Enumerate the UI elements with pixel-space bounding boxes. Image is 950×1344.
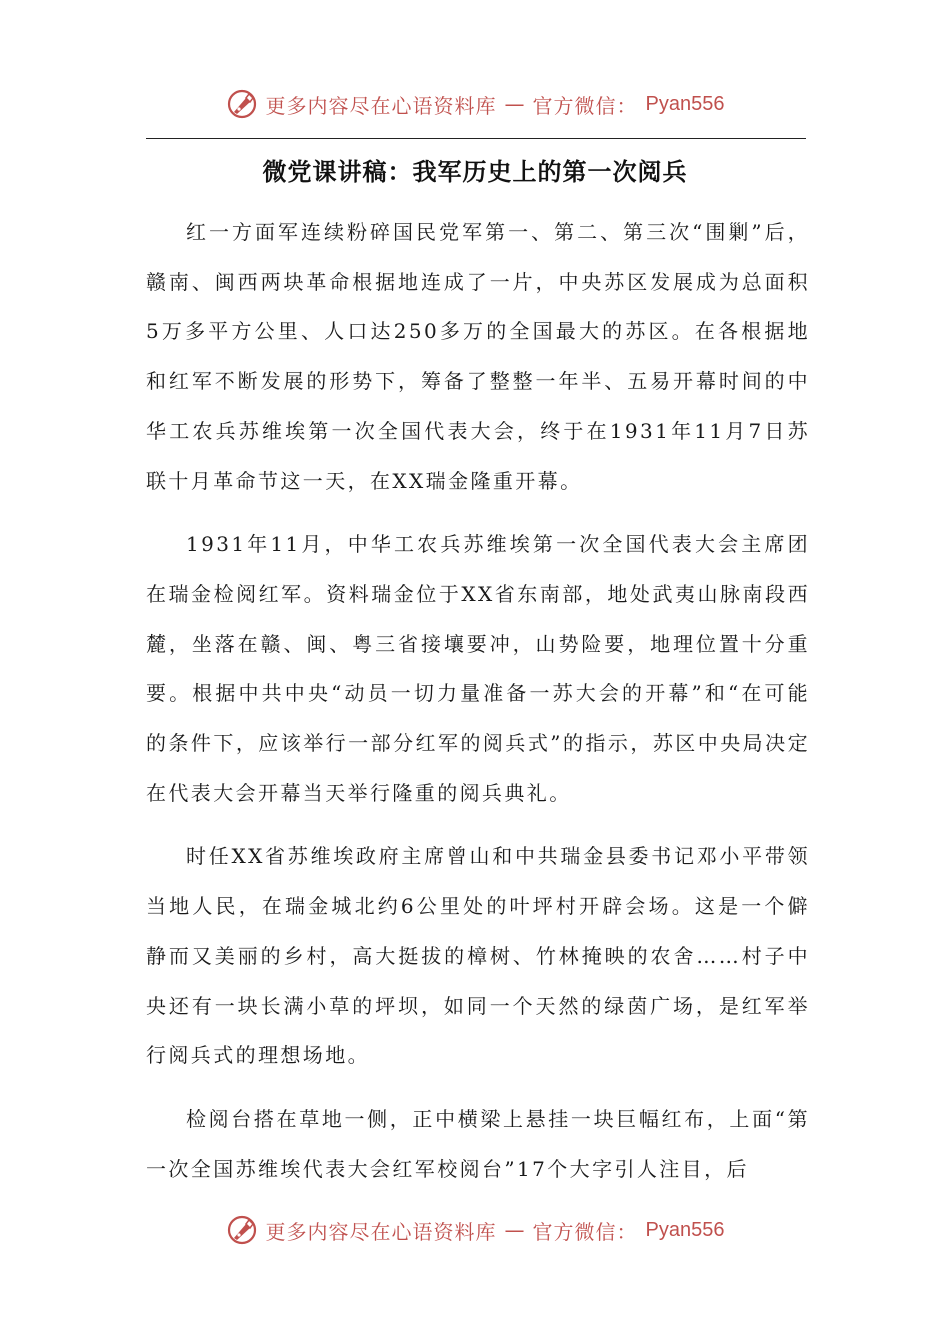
paragraph: 1931年11月，中华工农兵苏维埃第一次全国代表大会主席团在瑞金检阅红军。资料瑞金位于XX省东南部，地处武夷山脉南段西麓，坐落在赣、闽、粤三省接壤要冲，山势险要，地理位置十分重要。根据中共中央“动员一切力量准备一苏大会的开幕”和“在可能的条件下，应该举行一部分红军的阅兵式”的指示，苏区中央局决定在代表大会开幕当天举行隆重的阅兵典礼。 bbox=[146, 532, 810, 805]
pen-nib-circle-icon bbox=[226, 1214, 258, 1246]
watermark-label: 官方微信： bbox=[532, 1219, 638, 1244]
footer-watermark bbox=[0, 1210, 950, 1250]
paragraph: 检阅台搭在草地一侧，正中横梁上悬挂一块巨幅红布，上面“第一次全国苏维埃代表大会红军校阅台”17个大字引人注目，后 bbox=[146, 1106, 810, 1181]
watermark-account: Pyan556 bbox=[645, 92, 725, 115]
watermark-account: Pyan556 bbox=[645, 1218, 725, 1241]
watermark-site-name: 更多内容尽在心语资料库 bbox=[265, 93, 497, 118]
document-body bbox=[146, 208, 810, 1208]
watermark-site-name: 更多内容尽在心语资料库 bbox=[265, 1219, 497, 1244]
watermark-dash: — bbox=[504, 1218, 525, 1242]
paragraph: 红一方面军连续粉碎国民党军第一、第二、第三次“围剿”后，赣南、闽西两块革命根据地连成了一片，中央苏区发展成为总面积5万多平方公里、人口达250多万的全国最大的苏区。在各根据地和红军不断发展的形势下，筹备了整整一年半、五易开幕时间的中华工农兵苏维埃第一次全国代表大会，终于在1931年11月7日苏联十月革命节这一天，在XX瑞金隆重开幕。 bbox=[146, 220, 810, 493]
pen-nib-circle-icon bbox=[226, 88, 258, 120]
paragraph: 时任XX省苏维埃政府主席曾山和中共瑞金县委书记邓小平带领当地人民，在瑞金城北约6公里处的叶坪村开辟会场。这是一个僻静而又美丽的乡村，高大挺拔的樟树、竹林掩映的农舍……村子中央还有一块长满小草的坪坝，如同一个天然的绿茵广场，是红军举行阅兵式的理想场地。 bbox=[146, 844, 810, 1068]
watermark-label: 官方微信： bbox=[532, 93, 638, 118]
header-watermark bbox=[0, 84, 950, 124]
watermark-dash: — bbox=[504, 92, 525, 116]
header-divider bbox=[146, 138, 806, 139]
document-title: 微党课讲稿：我军历史上的第一次阅兵 bbox=[262, 157, 688, 186]
